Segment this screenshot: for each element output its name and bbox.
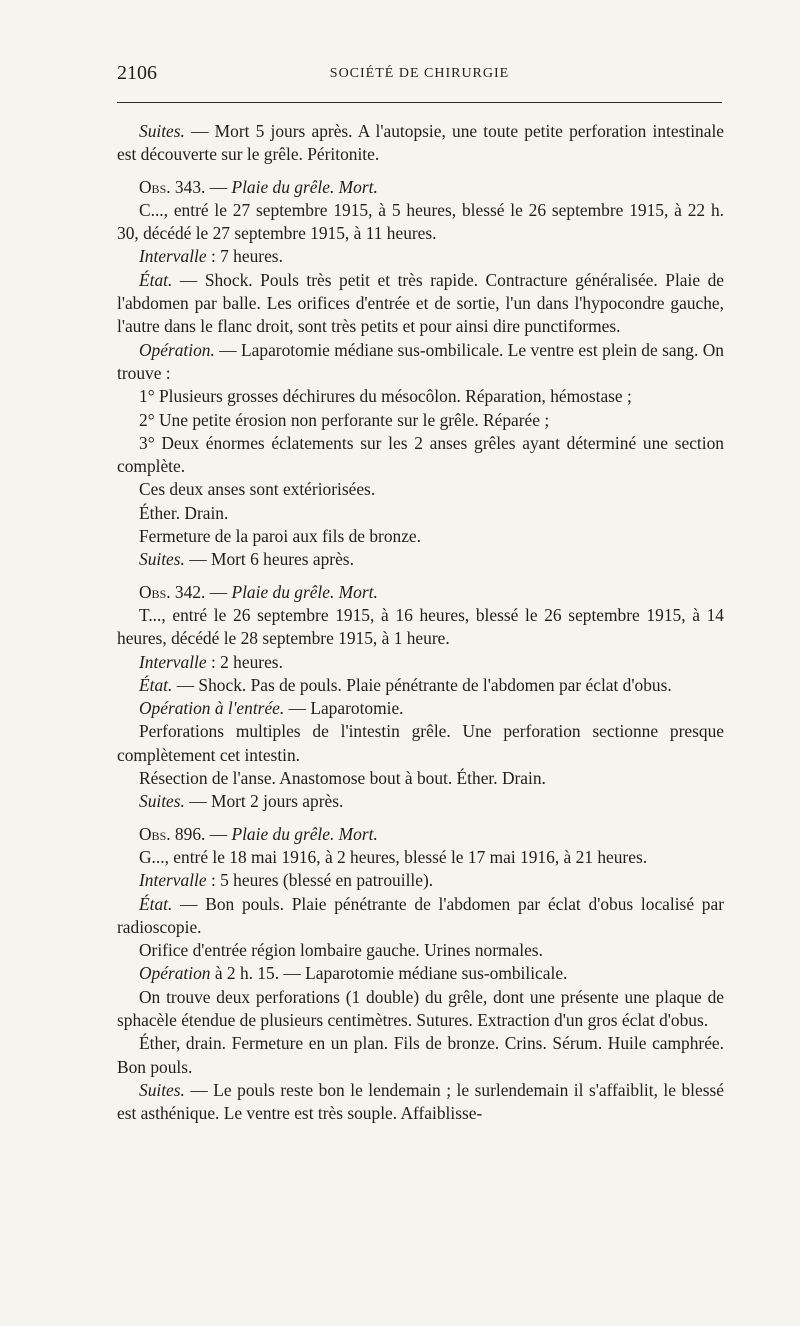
paragraph [117, 604, 724, 651]
paragraph-text: C..., entré le 27 septembre 1915, à 5 heures, blessé le 26 septembre 1915, à 22 h. 30, décédé le 27 septembre 1915, à 11 heures. [117, 199, 724, 244]
paragraph [117, 846, 724, 869]
paragraph-text: 3° Deux énormes éclatements sur les 2 anses grêles ayant déterminé une section complète. [117, 432, 724, 477]
section-label: Intervalle [139, 870, 207, 891]
paragraph-text: 1° Plusieurs grosses déchirures du mésocôlon. Réparation, hémostase ; [139, 386, 632, 407]
section-label: Suites. [139, 791, 185, 812]
paragraph-text: — [205, 176, 232, 197]
paragraph-text: — [205, 823, 232, 844]
paragraph-text: T..., entré le 26 septembre 1915, à 16 heures, blessé le 26 septembre 1915, à 14 heures, décédé le 28 septembre 1915, à 1 heure. [117, 604, 724, 649]
paragraph-text: 2° Une petite érosion non perforante sur le grêle. Réparée ; [139, 409, 550, 430]
page-header [117, 62, 722, 90]
section-label: État. [139, 269, 173, 290]
paragraph-text: Perforations multiples de l'intestin grêle. Une perforation sectionne presque complètement cet intestin. [117, 721, 724, 765]
paragraph [117, 120, 724, 167]
paragraph-text: — Shock. Pas de pouls. Plaie pénétrante de l'abdomen par éclat d'obus. [172, 674, 672, 695]
paragraph-text: — Laparotomie médiane sus-ombilicale. Le ventre est plein de sang. On trouve : [117, 339, 724, 383]
observation-number: Obs. 343. [139, 176, 206, 197]
paragraph [117, 409, 724, 432]
paragraph-text: Orifice d'entrée région lombaire gauche. Urines normales. [139, 940, 543, 961]
observation-title: Plaie du grêle. Mort. [231, 176, 378, 197]
paragraph [117, 720, 724, 767]
section-label: État. [139, 674, 173, 695]
paragraph [117, 432, 724, 479]
paragraph-text: Fermeture de la paroi aux fils de bronze. [139, 526, 422, 547]
paragraph [117, 674, 724, 697]
observation-title: Plaie du grêle. Mort. [231, 581, 378, 602]
running-title: SOCIÉTÉ DE CHIRURGIE [329, 66, 510, 81]
paragraph-text: : 2 heures. [206, 651, 283, 672]
paragraph [117, 697, 724, 720]
paragraph-text: à 2 h. 15. — Laparotomie médiane sus-ombilicale. [210, 963, 568, 984]
paragraph-text: Éther, drain. Fermeture en un plan. Fils de bronze. Crins. Sérum. Huile camphrée. Bon pouls. [117, 1033, 724, 1077]
observation-number: Obs. 896. [139, 823, 206, 844]
observation-title: Plaie du grêle. Mort. [231, 823, 378, 844]
paragraph-text: — Laparotomie. [284, 698, 404, 719]
paragraph-text: — Mort 6 heures après. [184, 549, 354, 570]
paragraph [117, 478, 724, 501]
section-label: Suites. [139, 1079, 185, 1100]
paragraph [117, 1032, 724, 1079]
paragraph-text: — Le pouls reste bon le lendemain ; le surlendemain il s'affaiblit, le blessé est asthénique. Le ventre est très souple. Affaiblisse- [117, 1079, 724, 1124]
paragraph-text: G..., entré le 18 mai 1916, à 2 heures, blessé le 17 mai 1916, à 21 heures. [139, 846, 648, 867]
paragraph [117, 199, 724, 246]
header-rule [117, 102, 722, 103]
paragraph-text: On trouve deux perforations (1 double) du grêle, dont une présente une plaque de sphacèle étendue de plusieurs centimètres. Sutures. Extraction d'un gros éclat d'obus. [117, 986, 724, 1030]
paragraph-text: Ces deux anses sont extériorisées. [139, 479, 376, 500]
paragraph-text: — [205, 581, 232, 602]
paragraph [117, 1079, 724, 1126]
section-label: Suites. [139, 549, 185, 570]
section-label: Opération [139, 963, 211, 984]
paragraph [117, 548, 724, 571]
paragraph [117, 245, 724, 268]
observation-heading [117, 823, 724, 846]
section-label: Opération à l'entrée. [139, 698, 285, 719]
paragraph [117, 962, 724, 985]
section-label: État. [139, 893, 173, 914]
section-label: Opération. [139, 339, 215, 360]
paragraph-text: — Bon pouls. Plaie pénétrante de l'abdomen par éclat d'obus localisé par radioscopie. [117, 893, 724, 937]
paragraph [117, 502, 724, 525]
paragraph-text: Éther. Drain. [139, 502, 229, 523]
paragraph-text: : 5 heures (blessé en patrouille). [206, 870, 434, 891]
paragraph [117, 385, 724, 408]
paragraph-text: Résection de l'anse. Anastomose bout à bout. Éther. Drain. [139, 768, 546, 789]
section-label: Suites. [139, 121, 185, 141]
paragraph [117, 939, 724, 962]
section-label: Intervalle [139, 246, 207, 267]
paragraph [117, 869, 724, 892]
observation-heading [117, 581, 724, 604]
paragraph-text: — Mort 5 jours après. A l'autopsie, une toute petite perforation intestinale est découverte sur le grêle. Péritonite. [117, 121, 724, 165]
paragraph [117, 790, 724, 813]
observation-heading [117, 176, 724, 199]
section-label: Intervalle [139, 651, 207, 672]
paragraph [117, 339, 724, 386]
paragraph [117, 893, 724, 940]
paragraph [117, 525, 724, 548]
paragraph [117, 986, 724, 1033]
paragraph [117, 269, 724, 339]
paragraph-text: — Shock. Pouls très petit et très rapide. Contracture généralisée. Plaie de l'abdomen par balle. Les orifices d'entrée et de sortie, l'un dans l'hypocondre gauche, l'autre dans le flanc droit, sont très petits et pour ainsi dire punctiformes. [117, 269, 724, 337]
paragraph [117, 767, 724, 790]
paragraph [117, 651, 724, 674]
paragraph-text: — Mort 2 jours après. [184, 791, 344, 812]
body-text [117, 120, 724, 1125]
page-number: 2106 [117, 62, 157, 84]
observation-number: Obs. 342. [139, 581, 206, 602]
paragraph-text: : 7 heures. [206, 246, 283, 267]
